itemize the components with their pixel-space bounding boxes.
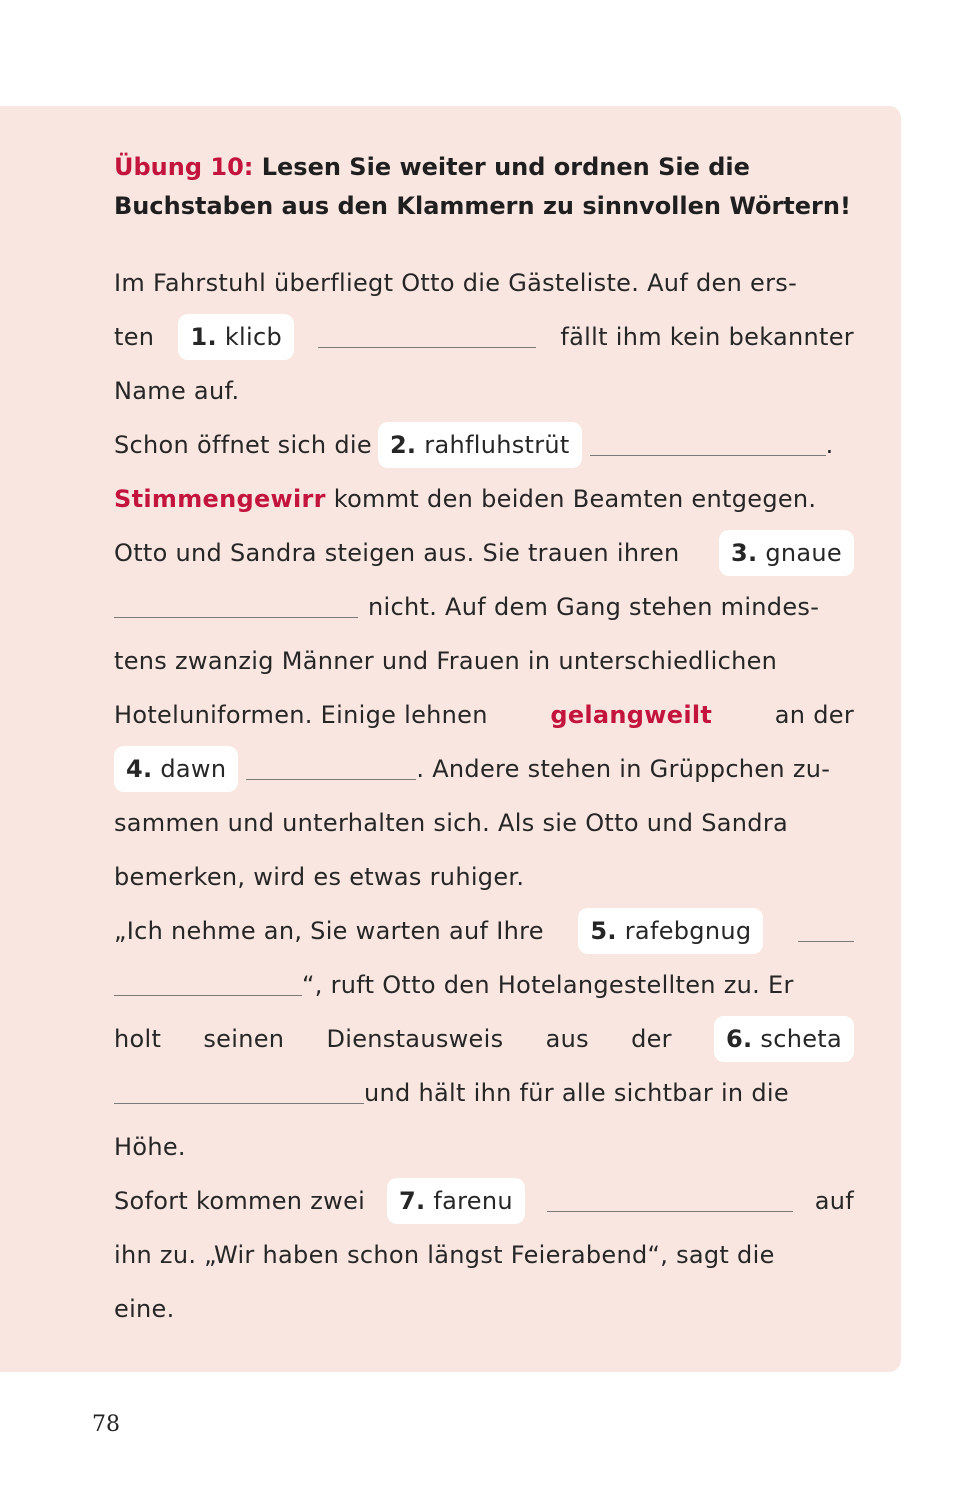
text-line-8 — [114, 634, 854, 688]
text-line-9 — [114, 688, 854, 742]
text-line-17 — [114, 1120, 854, 1174]
text-line-3 — [114, 364, 854, 418]
text: auf — [814, 1187, 854, 1215]
text: fällt ihm kein bekannter — [560, 323, 854, 351]
text: . Andere stehen in Grüppchen zu- — [416, 755, 831, 783]
text: aus — [545, 1025, 589, 1053]
text: kommt den beiden Beamten entgegen. — [333, 485, 817, 513]
text: “, ruft Otto den Hotelangestellten zu. Er — [302, 971, 794, 999]
exercise-label: Übung 10: — [114, 153, 254, 181]
text: Sofort kommen zwei — [114, 1187, 366, 1215]
scramble-2: 2. rahfluhstrüt — [378, 422, 582, 468]
text: bemerken, wird es etwas ruhiger. — [114, 863, 525, 891]
text-line-6 — [114, 526, 854, 580]
text-line-16 — [114, 1066, 854, 1120]
text: der — [631, 1025, 672, 1053]
exercise-heading — [114, 148, 854, 226]
highlight-word: gelangweilt — [550, 701, 713, 729]
text: ten — [114, 323, 155, 351]
answer-blank-5a[interactable] — [798, 921, 854, 942]
text: nicht. Auf dem Gang stehen mindes- — [368, 593, 820, 621]
scramble-4: 4. dawn — [114, 746, 238, 792]
text: Höhe. — [114, 1133, 186, 1161]
text: an der — [774, 701, 854, 729]
text-line-7 — [114, 580, 854, 634]
scramble-1: 1. klicb — [178, 314, 294, 360]
answer-blank-4[interactable] — [246, 759, 416, 780]
text-line-19 — [114, 1228, 854, 1282]
text: Hoteluniformen. Einige lehnen — [114, 701, 488, 729]
text: und hält ihn für alle sichtbar in die — [364, 1079, 789, 1107]
text: Name auf. — [114, 377, 240, 405]
text-line-15 — [114, 1012, 854, 1066]
answer-blank-7[interactable] — [547, 1191, 793, 1212]
text: Otto und Sandra steigen aus. Sie trauen ihren — [114, 539, 680, 567]
answer-blank-1[interactable] — [318, 327, 536, 348]
text-line-1 — [114, 256, 854, 310]
text: ihn zu. „Wir haben schon längst Feierabend“, sagt die — [114, 1241, 775, 1269]
text: holt — [114, 1025, 162, 1053]
text-line-2 — [114, 310, 854, 364]
text-line-4 — [114, 418, 854, 472]
text: „Ich nehme an, Sie warten auf Ihre — [114, 917, 544, 945]
text: Im Fahrstuhl überfliegt Otto die Gästeliste. Auf den ers- — [114, 269, 798, 297]
text-line-20 — [114, 1282, 854, 1336]
text: tens zwanzig Männer und Frauen in unterschiedlichen — [114, 647, 778, 675]
exercise-instruction: Lesen Sie weiter und ordnen Sie die Buchstaben aus den Klammern zu sinnvollen Wörtern! — [114, 153, 851, 220]
text-line-14 — [114, 958, 854, 1012]
text: . — [825, 431, 834, 459]
answer-blank-2[interactable] — [590, 435, 826, 456]
text-line-11 — [114, 796, 854, 850]
answer-blank-5b[interactable] — [114, 975, 302, 996]
text: sammen und unterhalten sich. Als sie Otto und Sandra — [114, 809, 788, 837]
text: eine. — [114, 1295, 175, 1323]
text-line-13 — [114, 904, 854, 958]
highlight-word: Stimmengewirr — [114, 485, 326, 513]
text: seinen — [203, 1025, 285, 1053]
answer-blank-3[interactable] — [114, 597, 358, 618]
scramble-6: 6. scheta — [714, 1016, 854, 1062]
scramble-3: 3. gnaue — [719, 530, 854, 576]
answer-blank-6[interactable] — [114, 1083, 364, 1104]
text-line-10 — [114, 742, 854, 796]
text-line-12 — [114, 850, 854, 904]
text: Dienstausweis — [326, 1025, 504, 1053]
page-number: 78 — [92, 1412, 120, 1437]
text-line-5 — [114, 472, 854, 526]
scramble-5: 5. rafebgnug — [578, 908, 763, 954]
text-line-18 — [114, 1174, 854, 1228]
text: Schon öffnet sich die — [114, 431, 372, 459]
scramble-7: 7. farenu — [387, 1178, 525, 1224]
